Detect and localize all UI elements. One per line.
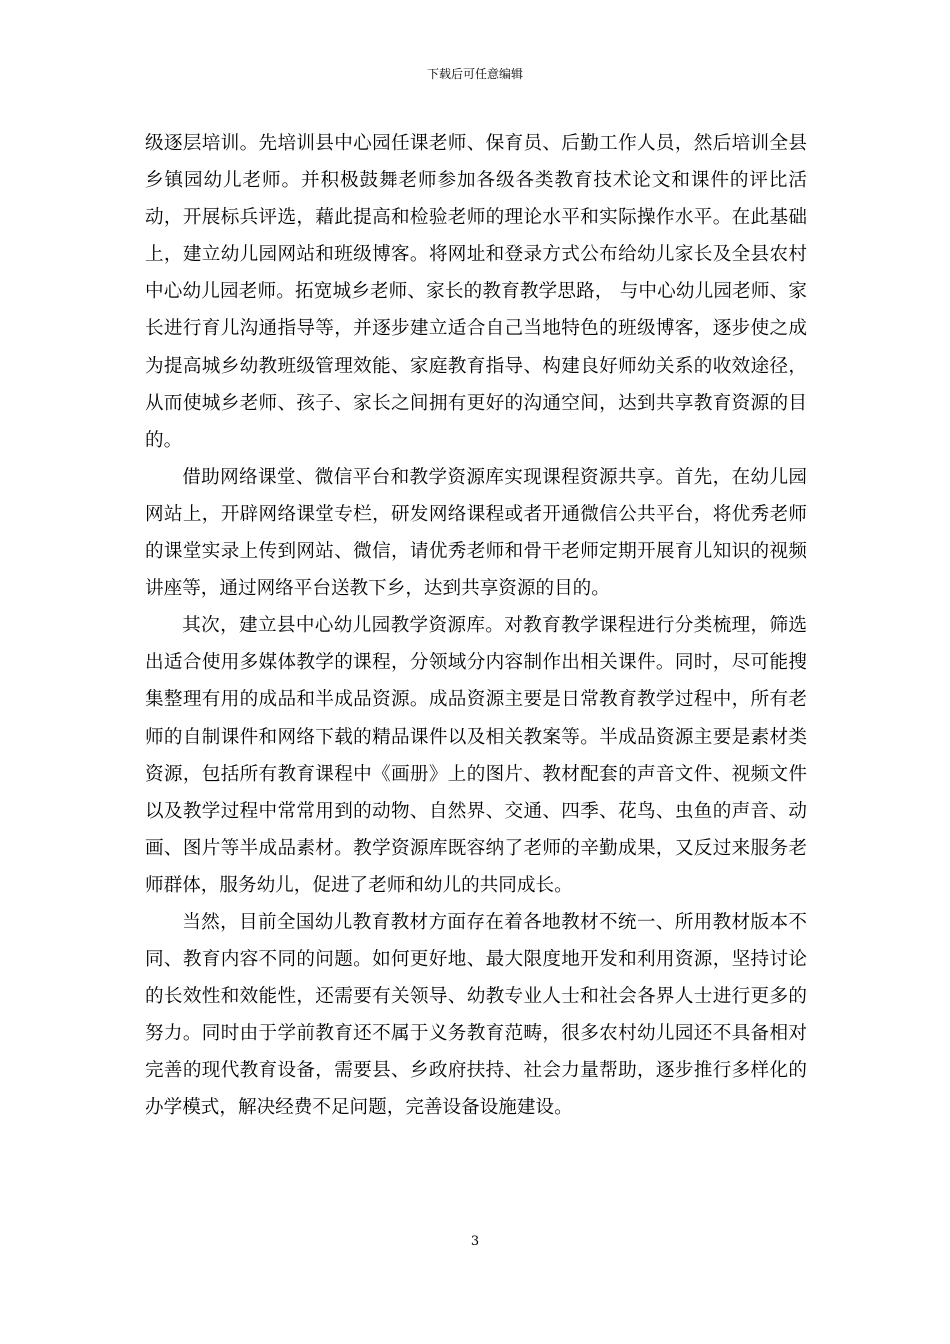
page-header-note: 下载后可任意编辑 xyxy=(426,67,523,81)
paragraph-2: 借助网络课堂、微信平台和教学资源库实现课程资源共享。首先，在幼儿园网站上，开辟网络课堂专栏，研发网络课程或者开通微信公共平台，将优秀老师的课堂实录上传到网站、微信，请优秀老师和骨干老师定期开展育儿知识的视频讲座等，通过网络平台送教下乡，达到共享资源的目的。 xyxy=(145,466,807,600)
document-body xyxy=(145,125,807,1127)
paragraph-1: 级逐层培训。先培训县中心园任课老师、保育员、后勤工作人员，然后培训全县乡镇园幼儿老师。并积极鼓舞老师参加各级各类教育技术论文和课件的评比活动，开展标兵评选，藉此提高和检验老师的理论水平和实际操作水平。在此基础上，建立幼儿园网站和班级博客。将网址和登录方式公布给幼儿家长及全县农村中心幼儿园老师。拓宽城乡老师、家长的教育教学思路， 与中心幼儿园老师、家长进行育儿沟通指导等，并逐步建立适合自己当地特色的班级博客，逐步使之成为提高城乡幼教班级管理效能、家庭教育指导、构建良好师幼关系的收效途径，从而使城乡老师、孩子、家长之间拥有更好的沟通空间，达到共享教育资源的目的。 xyxy=(145,133,807,451)
paragraph-4: 当然，目前全国幼儿教育教材方面存在着各地教材不统一、所用教材版本不同、教育内容不同的问题。如何更好地、最大限度地开发和利用资源，坚持讨论的长效性和效能性，还需要有关领导、幼教专业人士和社会各界人士进行更多的努力。同时由于学前教育还不属于义务教育范畴，很多农村幼儿园还不具备相对完善的现代教育设备，需要县、乡政府扶持、社会力量帮助，逐步推行多样化的办学模式，解决经费不足问题，完善设备设施建设。 xyxy=(145,911,807,1119)
page-number: 3 xyxy=(470,1234,480,1249)
paragraph-3: 其次，建立县中心幼儿园教学资源库。对教育教学课程进行分类梳理，筛选出适合使用多媒体教学的课程，分领域分内容制作出相关课件。同时，尽可能搜集整理有用的成品和半成品资源。成品资源主要是日常教育教学过程中，所有老师的自制课件和网络下载的精品课件以及相关教案等。半成品资源主要是素材类资源，包括所有教育课程中《画册》上的图片、教材配套的声音文件、视频文件以及教学过程中常常用到的动物、自然界、交通、四季、花鸟、虫鱼的声音、动画、图片等半成品素材。教学资源库既容纳了老师的辛勤成果，又反过来服务老师群体，服务幼儿，促进了老师和幼儿的共同成长。 xyxy=(145,615,807,896)
